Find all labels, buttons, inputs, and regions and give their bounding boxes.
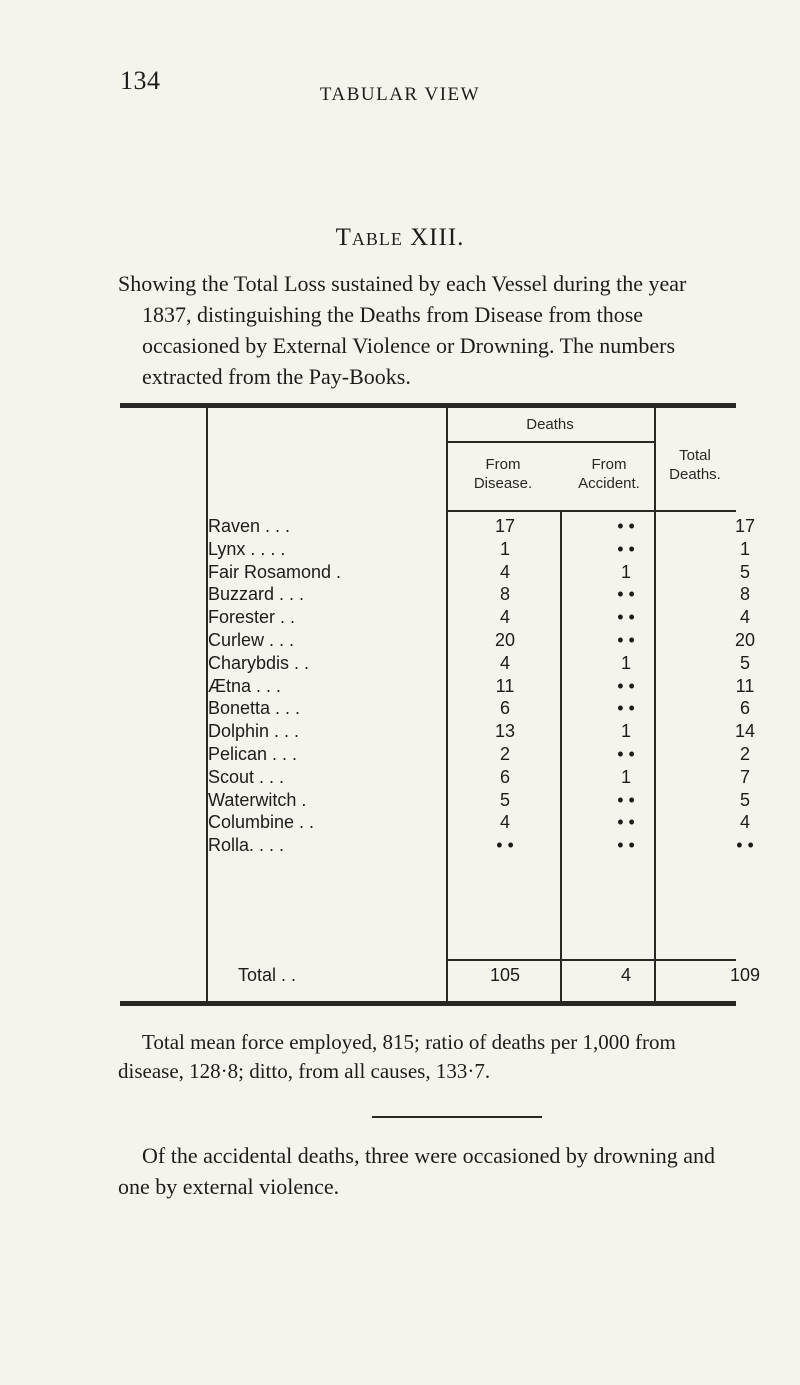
- total-disease: 105: [489, 965, 521, 985]
- deaths-table: [120, 403, 761, 1015]
- disease-deaths: 2: [499, 743, 510, 764]
- table-row: [120, 721, 756, 744]
- vessel-name: Ætna . . .: [208, 675, 282, 696]
- ratio-note: Total mean force employed, 815; ratio of deaths per 1,000 from disease, 128·8; ditto, from all causes, 133·7.: [118, 1030, 676, 1083]
- disease-deaths: • •: [496, 835, 514, 856]
- accident-deaths: • •: [617, 538, 635, 559]
- vessel-name: Dolphin . . .: [208, 721, 300, 742]
- disease-deaths: 20: [494, 629, 516, 650]
- total-deaths-cell: 14: [734, 721, 756, 742]
- disease-deaths: 4: [499, 652, 510, 673]
- vessel-name: Rolla. . . .: [208, 835, 285, 856]
- vessel-name: Curlew . . .: [208, 629, 295, 650]
- accident-deaths: • •: [617, 789, 635, 810]
- table-row: [120, 812, 750, 835]
- total-deaths-cell: 4: [739, 812, 750, 833]
- header-bottom-rule: [446, 510, 736, 512]
- table-top-rule: [120, 403, 736, 408]
- disease-deaths: 6: [499, 698, 510, 719]
- total-deaths-cell: 1: [739, 538, 750, 559]
- accident-deaths: • •: [617, 812, 635, 833]
- disease-deaths: 5: [499, 789, 510, 810]
- vessel-name: Forester . .: [208, 607, 296, 628]
- disease-deaths: 4: [499, 561, 510, 582]
- total-deaths-cell: • •: [736, 835, 754, 856]
- table-row: [120, 766, 750, 790]
- total-deaths-cell: 4: [739, 607, 750, 628]
- accident-deaths: 1: [620, 561, 631, 582]
- accident-deaths: • •: [617, 607, 635, 628]
- vessel-name: Charybdis . .: [208, 652, 310, 673]
- accident-deaths: • •: [617, 629, 635, 650]
- vessel-name: Raven . . .: [208, 516, 291, 536]
- disease-deaths: 6: [499, 766, 510, 787]
- disease-deaths: 4: [499, 812, 510, 833]
- table-row: [120, 675, 755, 699]
- total-deaths-cell: 5: [739, 789, 750, 810]
- table-body: [120, 516, 756, 858]
- total-deaths-cell: 5: [739, 652, 750, 673]
- total-row: [120, 965, 761, 989]
- total-deaths-cell: 5: [739, 561, 750, 582]
- total-deaths-cell: 17: [734, 516, 756, 536]
- accident-deaths: • •: [617, 516, 635, 536]
- total-deaths-cell: 7: [739, 766, 750, 787]
- total-deaths-cell: 2: [739, 743, 750, 764]
- accident-deaths: • •: [617, 835, 635, 856]
- accidental-note: Of the accidental deaths, three were occasioned by drowning and one by external violence.: [118, 1143, 715, 1199]
- total-deaths-cell: 8: [739, 584, 750, 605]
- total-deaths-header: Total Deaths.: [669, 447, 721, 483]
- table-row: [120, 698, 750, 721]
- total-deaths-cell: 20: [734, 629, 756, 650]
- accident-deaths: 1: [620, 766, 631, 787]
- table-row: [120, 743, 750, 767]
- from-disease-header: From Disease.: [473, 456, 533, 492]
- total-deaths-cell: 11: [735, 675, 755, 696]
- vessel-name: Columbine . .: [208, 812, 315, 833]
- total-deaths-cell: 6: [739, 698, 750, 719]
- vessel-name: Buzzard . . .: [208, 584, 305, 605]
- accident-deaths: • •: [617, 675, 635, 696]
- deaths-group-rule: [446, 441, 654, 443]
- disease-deaths: 4: [499, 607, 510, 628]
- disease-deaths: 8: [499, 584, 510, 605]
- vessel-name: Bonetta . . .: [208, 698, 301, 719]
- table-row: [120, 584, 750, 607]
- vessel-name: Scout . . .: [208, 766, 285, 787]
- separator-rule: [372, 1116, 542, 1118]
- accident-deaths: 1: [620, 721, 631, 742]
- table-caption: Showing the Total Loss sustained by each Vessel during the year 1837, distinguishing the Deaths from Disease from those occasioned by External Violence or Drowning. The numbers extracted from the Pay-Books.: [118, 271, 687, 389]
- running-head: TABULAR VIEW: [319, 84, 481, 105]
- page-number: 134: [120, 66, 161, 95]
- disease-deaths: 13: [494, 721, 516, 742]
- table-row: [120, 607, 750, 630]
- total-label: Total . .: [238, 965, 297, 985]
- table-title: Table XIII.: [335, 224, 465, 251]
- table-row: [120, 629, 756, 653]
- total-deaths: 109: [729, 965, 761, 985]
- accident-deaths: 1: [620, 652, 631, 673]
- table-row: [120, 835, 754, 858]
- accident-deaths: • •: [617, 743, 635, 764]
- disease-deaths: 1: [499, 538, 510, 559]
- table-row: [120, 561, 750, 585]
- vessel-name: Pelican . . .: [208, 743, 298, 764]
- table-row: [120, 538, 750, 562]
- vessel-name: Waterwitch .: [208, 789, 307, 810]
- disease-deaths: 17: [494, 516, 516, 536]
- accident-deaths: • •: [617, 698, 635, 719]
- table-bottom-rule: [120, 1001, 736, 1006]
- table-row: [120, 652, 750, 676]
- accident-deaths: • •: [617, 584, 635, 605]
- vessel-name: Lynx . . . .: [208, 538, 286, 559]
- from-accident-header: From Accident.: [578, 456, 640, 492]
- table-row: [120, 789, 750, 813]
- deaths-group-header: Deaths: [526, 416, 574, 433]
- total-rule: [446, 959, 736, 961]
- vessel-name: Fair Rosamond .: [208, 561, 342, 582]
- disease-deaths: 11: [495, 675, 515, 696]
- total-accident: 4: [620, 965, 631, 985]
- table-row: [120, 516, 756, 539]
